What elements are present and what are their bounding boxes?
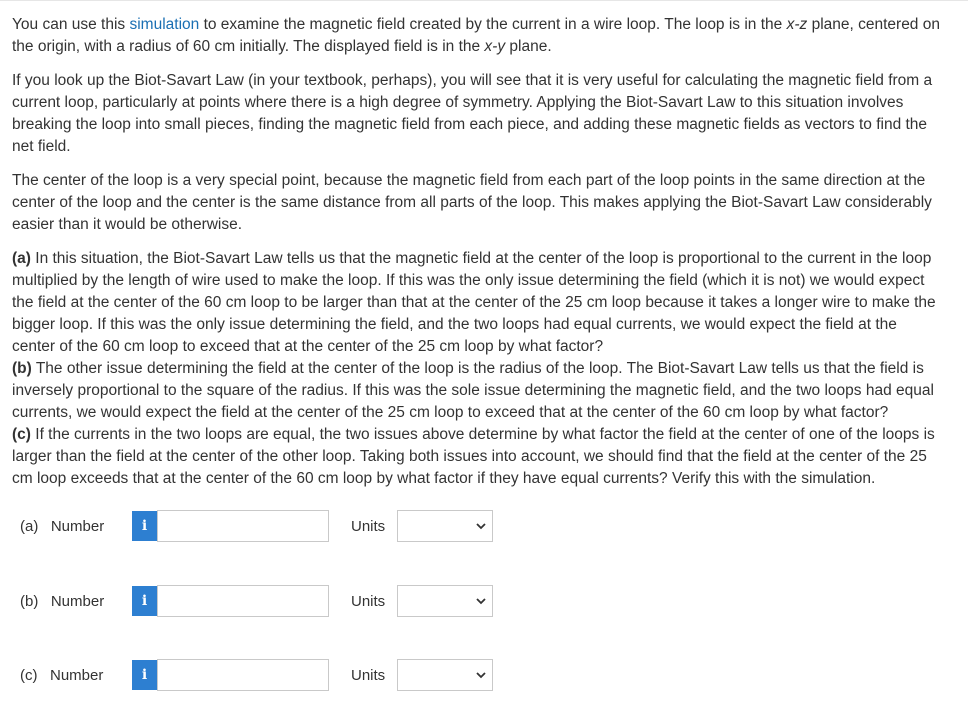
- info-icon[interactable]: i: [132, 586, 157, 616]
- chevron-down-icon: [476, 671, 486, 679]
- intro-text: You can use this: [12, 16, 130, 33]
- part-a-text: [12, 248, 944, 358]
- part-a-label: (a): [12, 250, 31, 267]
- number-input-b[interactable]: [157, 585, 329, 617]
- units-select-b[interactable]: [397, 585, 493, 617]
- answer-label-a: (a) Number: [20, 517, 105, 535]
- units-select-c[interactable]: [397, 659, 493, 691]
- units-label-c: Units: [351, 666, 386, 684]
- number-input-c[interactable]: [157, 659, 329, 691]
- chevron-down-icon: [476, 597, 486, 605]
- intro-paragraph-2: If you look up the Biot-Savart Law (in your textbook, perhaps), you will see that it is very useful for calculating the magnetic field from a current loop, particularly at points where there is a high degree of symmetry. Applying the Biot-Savart Law to this situation involves breaking the loop into small pieces, finding the magnetic field from each piece, and adding these magnetic fields as vectors to find the net field.: [12, 72, 933, 155]
- part-c-text: [12, 424, 944, 490]
- number-input-a[interactable]: [157, 510, 329, 542]
- answer-label-b: (b) Number: [20, 592, 105, 610]
- plane-xy: x-y: [484, 38, 506, 55]
- part-b-body: The other issue determining the field at the center of the loop is the radius of the loop. The Biot-Savart Law tells us that the field is inversely proportional to the square of the radius. If this was the sole issue determining the magnetic field, and the two loops had equal currents, we would expect the field at the center of the 25 cm loop to exceed that at the center of the 60 cm loop by what factor?: [12, 360, 934, 421]
- top-divider: [0, 0, 968, 1]
- intro-paragraph-1: [12, 14, 944, 58]
- part-c-body: If the currents in the two loops are equal, the two issues above determine by what factor the field at the center of one of the loops is larger than the field at the center of the other loop. Taking both issues into account, we should find that the field at the center of the 25 cm loop exceeds that at the center of the 60 cm loop by what factor if they have equal currents? Verify this with the simulation.: [12, 426, 935, 487]
- intro-text: to examine the magnetic field created by the current in a wire loop. The loop is in the: [199, 16, 787, 33]
- answer-row-c: [20, 659, 493, 691]
- intro-text: plane, centered on the origin, with a radius of 60 cm initially. The displayed field is in the: [12, 16, 940, 55]
- answer-row-b: [20, 585, 493, 617]
- part-a-body: In this situation, the Biot-Savart Law tells us that the magnetic field at the center of the loop is proportional to the current in the loop multiplied by the length of wire used to make the loop. If this was the only issue determining the field (which it is not) we would expect the field at the center of the 60 cm loop to be larger than that at the center of the 25 cm loop because it takes a longer wire to make the bigger loop. If this was the only issue determining the field, and the two loops had equal currents, we would expect the field at the center of the 60 cm loop to exceed that at the center of the 25 cm loop by what factor?: [12, 250, 936, 355]
- question-text: [12, 14, 944, 490]
- simulation-link[interactable]: simulation: [129, 16, 200, 33]
- answer-label-c: (c) Number: [20, 666, 104, 684]
- plane-xz: x-z: [786, 16, 808, 33]
- intro-text: plane.: [505, 38, 552, 55]
- part-c-label: (c): [12, 426, 31, 443]
- info-icon[interactable]: i: [132, 660, 157, 690]
- units-label-b: Units: [351, 592, 386, 610]
- units-label-a: Units: [351, 517, 386, 535]
- intro-paragraph-3: The center of the loop is a very special point, because the magnetic field from each part of the loop points in the same direction at the center of the loop and the center is the same distance from all parts of the loop. This makes applying the Biot-Savart Law considerably easier than it would be otherwise.: [12, 172, 932, 233]
- units-select-a[interactable]: [397, 510, 493, 542]
- chevron-down-icon: [476, 522, 486, 530]
- part-b-text: [12, 358, 944, 424]
- question-parts: [12, 248, 944, 490]
- part-b-label: (b): [12, 360, 32, 377]
- info-icon[interactable]: i: [132, 511, 157, 541]
- answer-row-a: [20, 510, 493, 542]
